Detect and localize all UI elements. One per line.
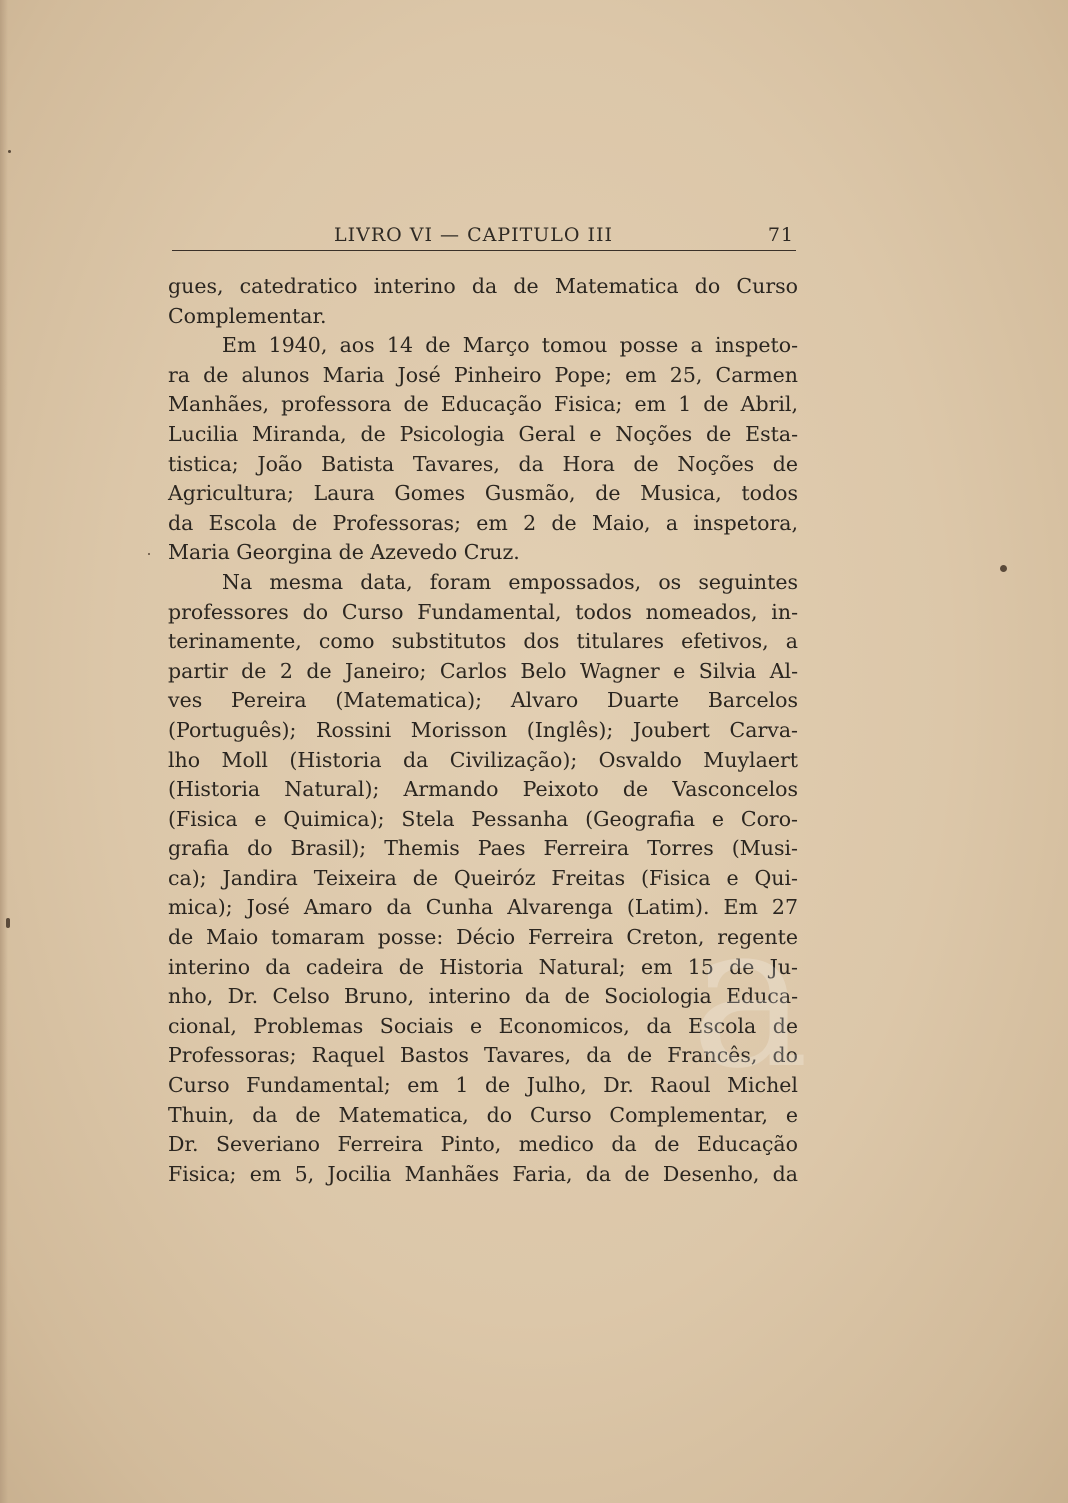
- text-line: (Português); Rossini Morisson (Inglês); Joubert Carva-: [168, 717, 798, 742]
- paper-speck: [6, 918, 10, 928]
- text-line: gues, catedratico interino da de Matematica do Curso: [168, 274, 798, 298]
- text-line: lho Moll (Historia da Civilização); Osvaldo Muylaert: [168, 747, 798, 772]
- text-line: Agricultura; Laura Gomes Gusmão, de Musica, todos: [168, 481, 798, 506]
- text-line: Em 1940, aos 14 de Março tomou posse a inspeto-: [222, 333, 798, 358]
- text-line: partir de 2 de Janeiro; Carlos Belo Wagner e Silvia Al-: [168, 658, 798, 683]
- text-line: ca); Jandira Teixeira de Queiróz Freitas (Fisica e Qui-: [168, 865, 798, 890]
- text-line: grafia do Brasil); Themis Paes Ferreira Torres (Musi-: [168, 836, 798, 861]
- text-line: (Fisica e Quimica); Stela Pessanha (Geografia e Coro-: [168, 806, 798, 831]
- text-line: mica); José Amaro da Cunha Alvarenga (Latim). Em 27: [168, 895, 798, 920]
- text-line: Lucilia Miranda, de Psicologia Geral e Noções de Esta-: [168, 421, 798, 446]
- text-line: Curso Fundamental; em 1 de Julho, Dr. Raoul Michel: [168, 1073, 798, 1098]
- paper-speck: [148, 553, 150, 555]
- running-header: [172, 222, 796, 251]
- text-line: Dr. Severiano Ferreira Pinto, medico da de Educação: [168, 1132, 798, 1157]
- watermark: a: [690, 880, 810, 1113]
- text-line: ves Pereira (Matematica); Alvaro Duarte Barcelos: [168, 688, 798, 713]
- text-line: professores do Curso Fundamental, todos nomeados, in-: [168, 599, 798, 624]
- page-number: 71: [767, 224, 794, 246]
- body-text: [168, 272, 798, 1189]
- text-line: Fisica; em 5, Jocilia Manhães Faria, da de Desenho, da: [168, 1161, 798, 1186]
- text-line: cional, Problemas Sociais e Economicos, da Escola de: [168, 1013, 798, 1038]
- text-line: Na mesma data, foram empossados, os seguintes: [222, 569, 798, 594]
- text-line: ra de alunos Maria José Pinheiro Pope; em 25, Carmen: [168, 362, 798, 387]
- text-line: Professoras; Raquel Bastos Tavares, da de Francês, do: [168, 1043, 798, 1068]
- text-line: de Maio tomaram posse: Décio Ferreira Creton, regente: [168, 925, 798, 950]
- chapter-heading: LIVRO VI — CAPITULO III: [334, 224, 614, 246]
- text-line: (Historia Natural); Armando Peixoto de Vasconcelos: [168, 777, 798, 802]
- paper-speck: [8, 150, 11, 153]
- paper-speck: [1000, 565, 1007, 572]
- text-line: tistica; João Batista Tavares, da Hora de Noções de: [168, 451, 798, 476]
- text-line: Complementar.: [168, 303, 327, 328]
- text-line: da Escola de Professoras; em 2 de Maio, a inspetora,: [168, 510, 798, 535]
- page-edge-shadow: [0, 0, 8, 1503]
- text-line: Thuin, da de Matematica, do Curso Complementar, e: [168, 1102, 798, 1127]
- text-line: terinamente, como substitutos dos titulares efetivos, a: [168, 629, 798, 654]
- text-line: nho, Dr. Celso Bruno, interino da de Sociologia Educa-: [168, 984, 798, 1009]
- text-line: Maria Georgina de Azevedo Cruz.: [168, 540, 520, 565]
- text-line: Manhães, professora de Educação Fisica; em 1 de Abril,: [168, 392, 798, 417]
- text-line: interino da cadeira de Historia Natural; em 15 de Ju-: [168, 954, 798, 979]
